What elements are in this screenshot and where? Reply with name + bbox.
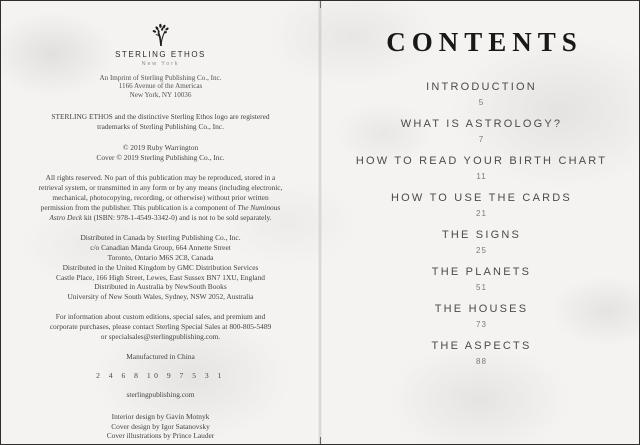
toc-entry: [322, 229, 640, 255]
copyright-notice: [1, 143, 320, 163]
rights-line: retrieval system, or transmitted in any form or by any means (including electronic,: [38, 183, 283, 193]
toc-entry: [322, 266, 640, 292]
design-credits: [1, 412, 320, 441]
toc-entry-title: HOW TO READ YOUR BIRTH CHART: [355, 155, 608, 167]
copyright-line: Cover © 2019 Sterling Publishing Co., Inc.: [96, 152, 225, 162]
toc-entry: [322, 118, 640, 144]
toc-entry: [322, 155, 640, 181]
rights-text: permission from the publisher. This publication is a component of: [40, 202, 238, 212]
distribution-line: Toronto, Ontario M6S 2C8, Canada: [107, 252, 214, 262]
distribution-line: c/o Canadian Manda Group, 664 Annette Street: [90, 243, 231, 253]
toc-entry: [322, 340, 640, 366]
rights-line: mechanical, photocopying, recording, or otherwise) without prior written: [52, 193, 269, 202]
toc-entry-page: 7: [478, 135, 485, 144]
credit-line: Cover illustrations by Prince Lauder: [106, 431, 215, 441]
special-sales-line: or specialsales@sterlingpublishing.com.: [100, 331, 221, 341]
imprint-line: New York, NY 10036: [129, 90, 192, 99]
credit-line: Cover design by Igor Satanovsky: [111, 421, 210, 431]
kit-title-italic: Astro Deck: [49, 212, 83, 222]
publisher-name: STERLING ETHOS: [115, 50, 206, 59]
contents-title: CONTENTS: [386, 27, 583, 57]
special-sales-paragraph: [1, 312, 320, 341]
credit-line: Interior design by Gavin Motnyk: [111, 411, 210, 421]
publisher-website: [1, 390, 320, 400]
distribution-line: Distributed in Australia by NewSouth Books: [94, 282, 227, 292]
toc-entry-title: HOW TO USE THE CARDS: [391, 192, 572, 204]
special-sales-line: corporate purchases, please contact Sterling Special Sales at 800-805-5489: [49, 321, 272, 331]
distribution-line: Distributed in Canada by Sterling Publishing Co., Inc.: [80, 233, 241, 243]
distribution-line: Castle Place, 166 High Street, Lewes, East Sussex BN7 1XU, England: [56, 272, 265, 282]
publisher-city: New York: [141, 61, 180, 67]
rights-paragraph: [1, 173, 320, 222]
print-run-text: 2 4 6 8 10 9 7 5 3 1: [96, 371, 225, 381]
toc-entry-title: THE PLANETS: [431, 266, 532, 278]
kit-title-italic: The Numinous: [237, 202, 281, 212]
toc-entry: [322, 303, 640, 329]
toc-entry-page: 25: [476, 246, 487, 255]
print-run-numbers: [1, 371, 320, 381]
trademark-notice: [1, 112, 320, 132]
imprint-line: 1166 Avenue of the Americas: [118, 82, 203, 91]
toc-entry-page: 11: [476, 172, 487, 181]
website-text: sterlingpublishing.com: [126, 389, 195, 399]
toc-entry-title: THE SIGNS: [441, 229, 522, 241]
sterling-tree-logo-icon: [150, 23, 172, 47]
distribution-line: University of New South Wales, Sydney, NSW 2052, Australia: [67, 292, 254, 302]
contents-page: [322, 1, 640, 444]
rights-line: [1, 203, 320, 213]
distribution-line: Distributed in the United Kingdom by GMC Distribution Services: [62, 262, 259, 272]
rights-line: [1, 213, 320, 223]
manufactured-text: Manufactured in China: [126, 352, 195, 362]
toc-entry-title: WHAT IS ASTROLOGY?: [400, 118, 563, 130]
special-sales-line: For information about custom editions, special sales, and premium and: [55, 311, 266, 321]
copyright-page: [1, 1, 320, 444]
copyright-line: © 2019 Ruby Warrington: [122, 142, 199, 152]
toc-list: [322, 81, 640, 366]
toc-entry-title: INTRODUCTION: [426, 81, 537, 93]
distribution-block: [1, 233, 320, 302]
toc-entry-page: 5: [478, 98, 485, 107]
toc-entry-page: 88: [476, 357, 487, 366]
toc-entry-title: THE ASPECTS: [431, 340, 532, 352]
toc-entry-title: THE HOUSES: [434, 303, 529, 315]
trademark-line: trademarks of Sterling Publishing Co., Inc.: [97, 122, 224, 132]
imprint-address: [1, 74, 320, 99]
trademark-line: STERLING ETHOS and the distinctive Sterling Ethos logo are registered: [51, 112, 270, 122]
toc-entry: [322, 81, 640, 107]
toc-entry: [322, 192, 640, 218]
page-gutter: [318, 1, 322, 444]
publisher-logo-block: [1, 23, 320, 67]
manufactured-line: [1, 352, 320, 362]
rights-line: All rights reserved. No part of this publication may be reproduced, stored in a: [45, 173, 276, 183]
rights-text: kit (ISBN: 978-1-4549-3342-0) and is not to be sold separately.: [82, 212, 272, 222]
toc-entry-page: 21: [476, 209, 487, 218]
toc-entry-page: 73: [476, 320, 487, 329]
imprint-line: An Imprint of Sterling Publishing Co., Inc.: [99, 74, 222, 82]
toc-entry-page: 51: [476, 283, 487, 292]
